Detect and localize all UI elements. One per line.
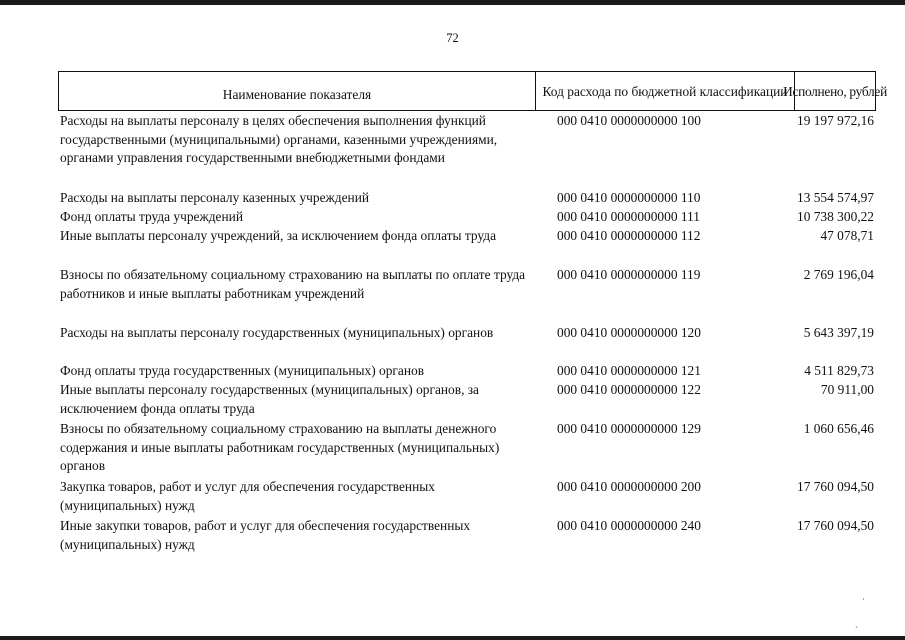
row-sum: 47 078,71: [820, 228, 874, 243]
row-name: Иные закупки товаров, работ и услуг для обеспечения государственных (муниципальных) нужд: [60, 518, 471, 552]
row-sum: 1 060 656,46: [803, 421, 874, 436]
row-code: 000 0410 0000000000 111: [557, 209, 700, 224]
row-sum: 10 738 300,22: [797, 209, 874, 224]
scan-bottom-border: [0, 636, 905, 640]
row-name: Иные выплаты персоналу учреждений, за исключением фонда оплаты труда: [60, 228, 497, 243]
row-sum: 19 197 972,16: [797, 113, 874, 128]
scan-top-border: [0, 0, 905, 5]
page-number: 72: [446, 31, 459, 45]
row-name: Фонд оплаты труда государственных (муниципальных) органов: [60, 363, 425, 378]
row-code: 000 0410 0000000000 200: [557, 479, 701, 494]
row-sum: 5 643 397,19: [803, 325, 874, 340]
row-sum: 17 760 094,50: [797, 518, 874, 533]
row-name: Расходы на выплаты персоналу государственных (муниципальных) органов: [60, 325, 494, 340]
row-code: 000 0410 0000000000 121: [557, 363, 701, 378]
row-name: Закупка товаров, работ и услуг для обеспечения государственных (муниципальных) нужд: [60, 479, 435, 513]
row-name: Взносы по обязательному социальному страхованию на выплаты по оплате труда работников и иные выплаты работникам учреждений: [60, 267, 526, 301]
header-sum: Исполнено, рублей: [794, 72, 875, 110]
row-code: 000 0410 0000000000 112: [557, 228, 701, 243]
table-header: [58, 71, 887, 111]
row-code: 000 0410 0000000000 122: [557, 382, 701, 397]
row-name: Иные выплаты персоналу государственных (муниципальных) органов, за исключением фонда оплаты труда: [60, 382, 480, 416]
row-sum: 2 769 196,04: [803, 267, 874, 282]
header-code: Код расхода по бюджетной классификации: [535, 72, 794, 110]
row-code: 000 0410 0000000000 119: [557, 267, 701, 282]
header-name: Наименование показателя: [222, 86, 372, 102]
row-code: 000 0410 0000000000 120: [557, 325, 701, 340]
row-sum: 13 554 574,97: [797, 190, 874, 205]
row-name: Взносы по обязательному социальному страхованию на выплаты денежного содержания и иные выплаты работникам государственных (муниципальных) органов: [60, 421, 500, 473]
scan-speck: ·: [862, 594, 865, 604]
row-sum: 17 760 094,50: [797, 479, 874, 494]
row-code: 000 0410 0000000000 240: [557, 518, 701, 533]
row-name: Расходы на выплаты персоналу казенных учреждений: [60, 190, 370, 205]
row-code: 000 0410 0000000000 100: [557, 113, 701, 128]
row-code: 000 0410 0000000000 110: [557, 190, 701, 205]
row-name: Фонд оплаты труда учреждений: [60, 209, 244, 224]
row-name: Расходы на выплаты персоналу в целях обеспечения выполнения функций государственными (муниципальными) органами, казенными учреждениями, органами управления государственными внебюджетными фондами: [60, 113, 498, 165]
row-sum: 4 511 829,73: [804, 363, 874, 378]
row-sum: 70 911,00: [820, 382, 874, 397]
row-code: 000 0410 0000000000 129: [557, 421, 701, 436]
scan-speck: ˎ: [855, 618, 858, 628]
